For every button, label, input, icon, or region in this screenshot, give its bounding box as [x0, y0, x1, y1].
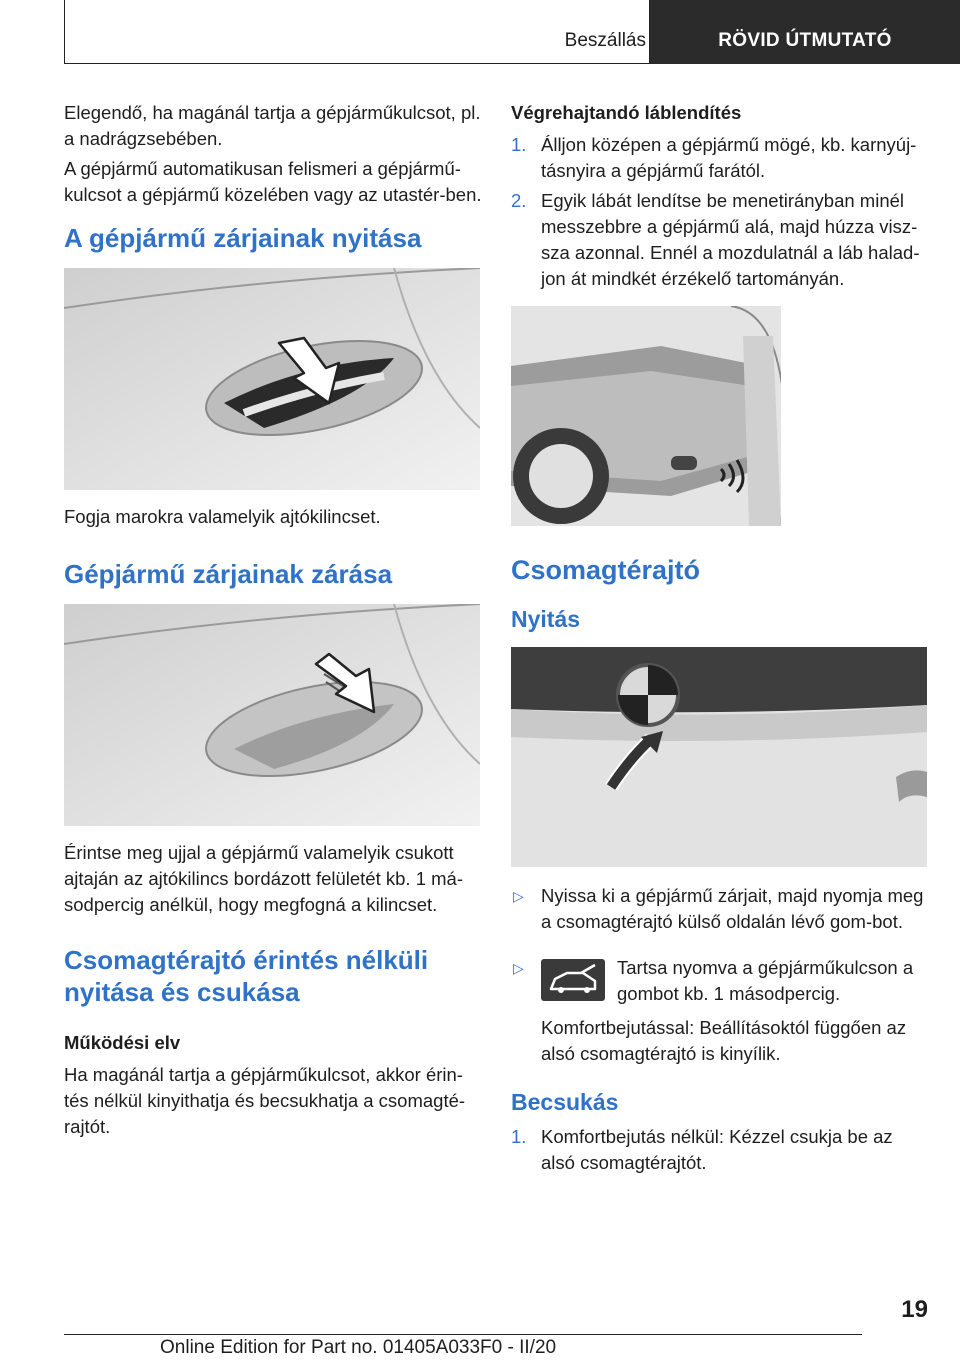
header-badge — [650, 0, 960, 64]
heading-open: Nyitás — [511, 606, 581, 632]
figure-door-handle-unlock — [64, 268, 480, 490]
heading-principle: Működési elv — [64, 1032, 181, 1053]
heading-unlock: A gépjármű zárjainak nyitása — [64, 223, 422, 253]
caption-lock: Érintse meg ujjal a gépjármű valamelyik csukott ajtaján az ajtókilincs bordázott felületét kb. 1 má-sodpercig anélkül, hogy megfogná a kilincset. — [64, 842, 463, 915]
step-text: Komfortbejutás nélkül: Kézzel csukja be az alsó csomagtérajtót. — [541, 1126, 893, 1173]
figure-door-handle-lock — [64, 604, 480, 826]
heading-touchless-line1: Csomagtérajtó érintés nélküli — [64, 945, 429, 975]
open-bullets — [511, 883, 931, 1007]
bullet-text: Tartsa nyomva a gépjárműkulcson a gombot kb. 1 másodpercig. — [617, 957, 914, 1004]
heading-tailgate: Csomagtérajtó — [511, 555, 701, 585]
step-number: 2. — [511, 190, 527, 211]
bullet-item — [511, 955, 931, 1007]
step-number: 1. — [511, 134, 527, 155]
caption-unlock: Fogja marokra valamelyik ajtókilincset. — [64, 506, 381, 527]
footer-edition: Online Edition for Part no. 01405A033F0 - II/20 — [160, 1337, 557, 1358]
triangle-bullet-icon: ▷ — [513, 960, 524, 976]
heading-touchless-line2: nyitása és csukása — [64, 977, 300, 1007]
right-column — [511, 100, 931, 1176]
bullet-text: Nyissa ki a gépjármű zárjait, majd nyomja meg a csomagtérajtó külső oldalán lévő gom-bot. — [541, 885, 924, 932]
header-frame — [64, 0, 650, 64]
kick-steps — [511, 132, 931, 292]
figure-tailgate-button — [511, 647, 927, 867]
page-number: 19 — [901, 1296, 928, 1323]
heading-kick-motion: Végrehajtandó láblendítés — [511, 102, 742, 123]
footer-rule — [64, 1334, 862, 1335]
header-badge-label: RÖVID ÚTMUTATÓ — [718, 30, 892, 51]
heading-close: Becsukás — [511, 1089, 619, 1115]
step-item — [511, 132, 931, 184]
trunk-key-icon — [541, 959, 605, 1001]
step-number: 1. — [511, 1126, 527, 1147]
bullet-item — [511, 883, 931, 935]
intro-paragraph: Elegendő, ha magánál tartja a gépjárműkulcsot, pl. a nadrágzsebében. — [64, 102, 481, 149]
step-item — [511, 1124, 931, 1176]
triangle-bullet-icon: ▷ — [513, 888, 524, 904]
figure-kick-under-bumper — [511, 306, 781, 526]
step-text: Egyik lábát lendítse be menetirányban minél messzebbre a gépjármű alá, majd húzza visz-sza azonnal. Ennél a mozdulatnál a láb halad-jon át mindkét érzékelő tartományán. — [541, 190, 920, 289]
close-steps — [511, 1124, 931, 1176]
detect-paragraph: A gépjármű automatikusan felismeri a gépjármű-kulcsot a gépjármű közelében vagy az utastér-ben. — [64, 158, 482, 205]
step-item — [511, 188, 931, 292]
left-column — [64, 100, 484, 1140]
heading-lock: Gépjármű zárjainak zárása — [64, 559, 393, 589]
step-text: Álljon középen a gépjármű mögé, kb. karnyúj-tásnyira a gépjármű farától. — [541, 134, 917, 181]
comfort-paragraph: Komfortbejutással: Beállításoktól függően az alsó csomagtérajtó is kinyílik. — [541, 1017, 907, 1064]
principle-paragraph: Ha magánál tartja a gépjárműkulcsot, akkor érin-tés nélkül kinyithatja és becsukhatja a csomagté-rajtót. — [64, 1064, 466, 1137]
header-section-title: Beszállás — [564, 30, 646, 51]
